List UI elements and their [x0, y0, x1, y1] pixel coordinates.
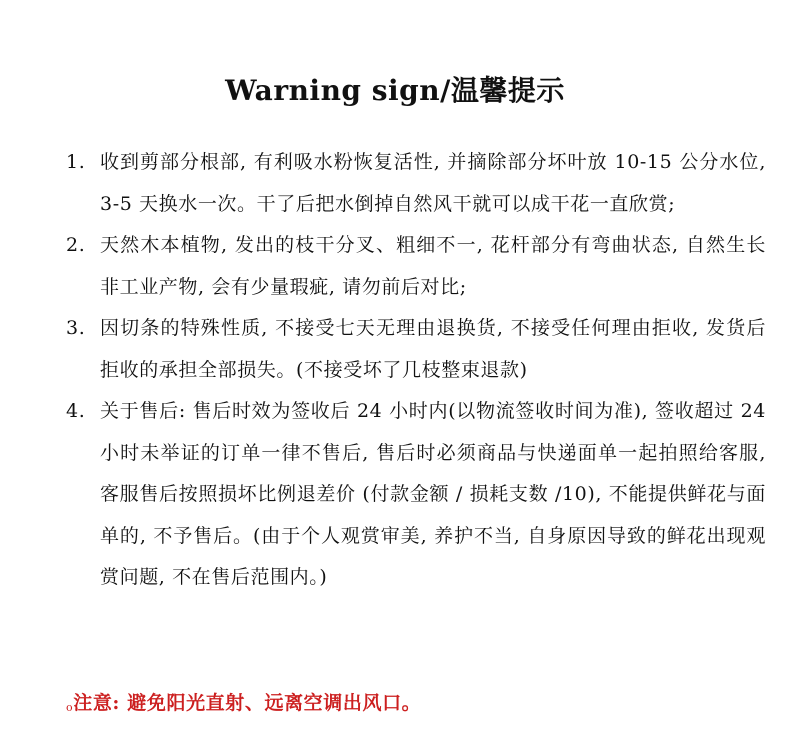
- warning-notice: [66, 683, 421, 728]
- notice-text: 收到剪部分根部, 有利吸水粉恢复活性, 并摘除部分坏叶放 10-15 公分水位, 3-5 天换水一次。干了后把水倒掉自然风干就可以成干花一直欣赏;: [100, 151, 766, 215]
- notice-item-3: [66, 308, 766, 391]
- notice-item-1: [66, 142, 766, 225]
- notice-number: 2.: [66, 234, 86, 256]
- notice-number: 3.: [66, 317, 86, 339]
- notice-item-2: [66, 225, 766, 308]
- warning-prefix: o: [66, 701, 74, 714]
- warning-text: 注意: 避免阳光直射、远离空调出风口。: [73, 692, 422, 714]
- page-title: Warning sign/温馨提示: [225, 73, 565, 107]
- notice-text: 因切条的特殊性质, 不接受七天无理由退换货, 不接受任何理由拒收, 发货后拒收的承担全部损失。(不接受坏了几枝整束退款): [100, 317, 766, 381]
- notice-item-4: [66, 391, 766, 599]
- notice-number: 1.: [66, 151, 86, 173]
- notice-text: 天然木本植物, 发出的枝干分叉、粗细不一, 花杆部分有弯曲状态, 自然生长非工业产物, 会有少量瑕疵, 请勿前后对比;: [100, 234, 766, 298]
- notice-text: 关于售后: 售后时效为签收后 24 小时内(以物流签收时间为准), 签收超过 24 小时未举证的订单一律不售后, 售后时必须商品与快递面单一起拍照给客服, 客服售后按照损坏比例退差价 (付款金额 / 损耗支数 /10), 不能提供鲜花与面单的, 不予售后。(由于个人观赏审美, 养护不当, 自身原因导致的鲜花出现观赏问题, 不在售后范围内。): [100, 400, 766, 588]
- notice-list: [66, 142, 766, 599]
- notice-number: 4.: [66, 400, 86, 422]
